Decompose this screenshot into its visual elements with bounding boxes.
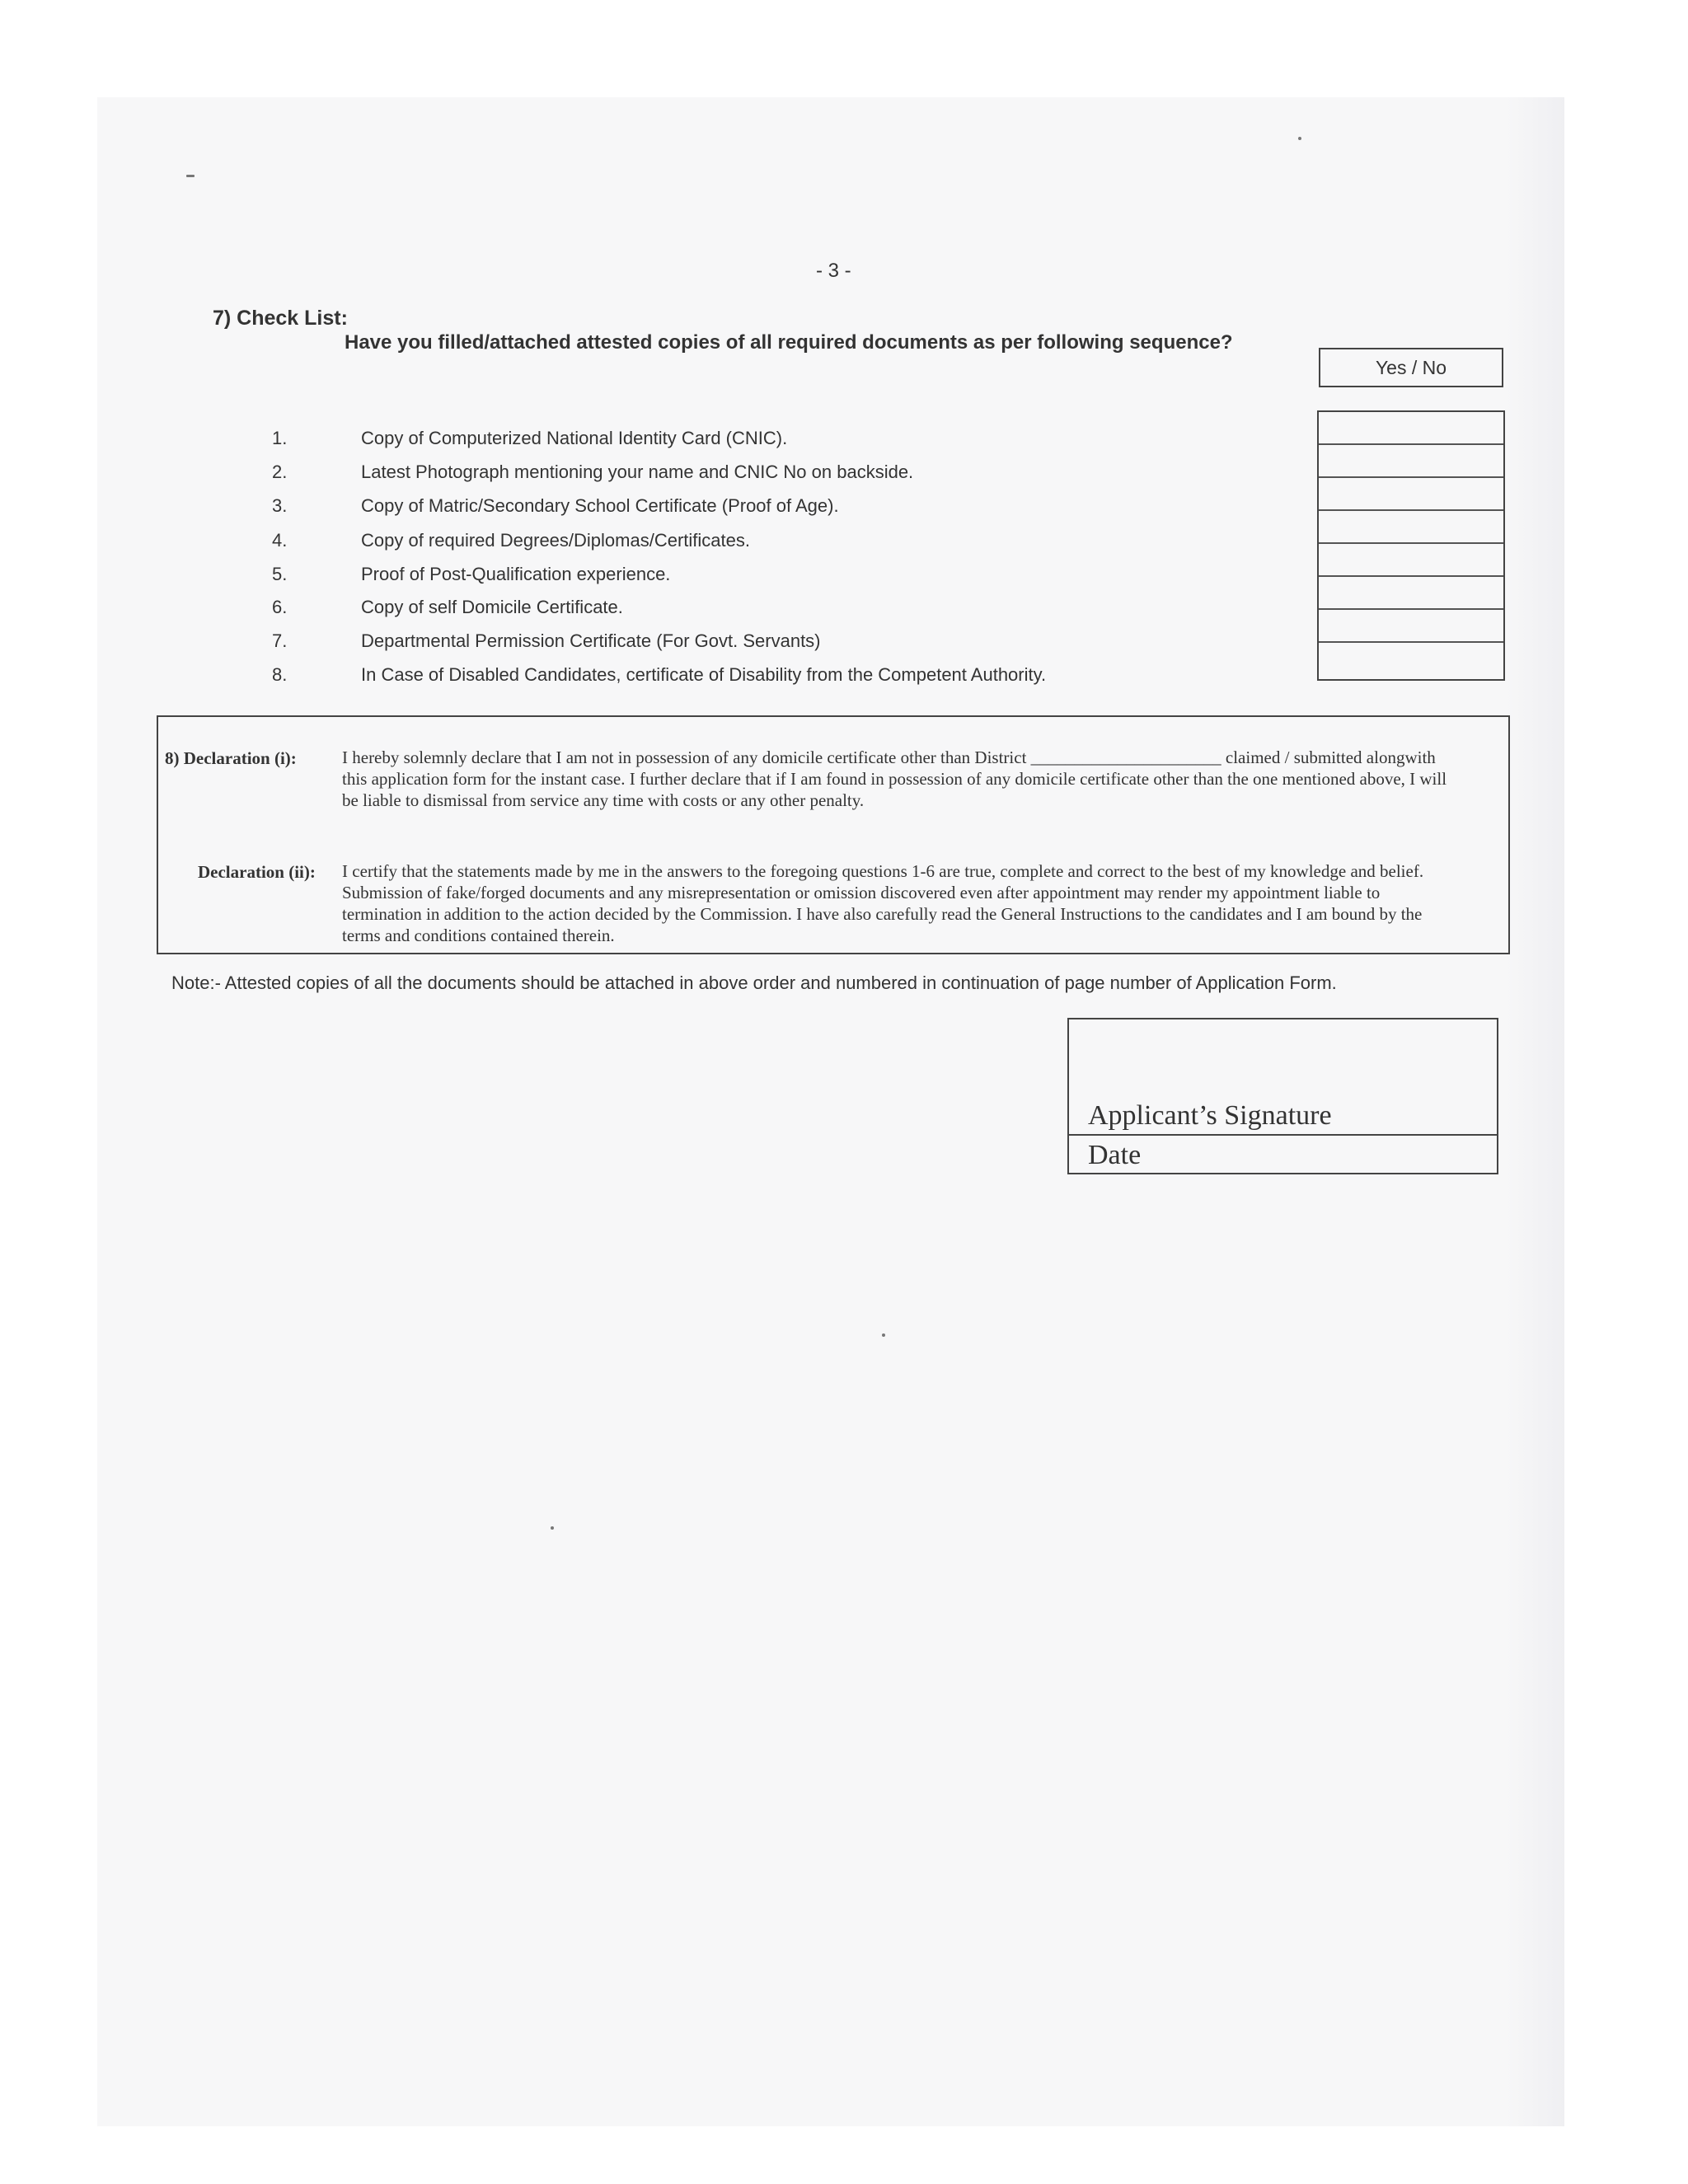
answer-box-7[interactable]	[1319, 610, 1503, 643]
answer-box-3[interactable]	[1319, 478, 1503, 511]
answer-box-1[interactable]	[1319, 412, 1503, 445]
checklist-title: 7) Check List:	[213, 307, 348, 330]
checklist-item-text: Departmental Permission Certificate (For Govt. Servants)	[361, 630, 821, 651]
checklist-item-text: Copy of required Degrees/Diplomas/Certificates.	[361, 530, 750, 551]
checklist-item-number: 8.	[272, 664, 288, 685]
checklist-item-number: 1.	[272, 428, 288, 448]
scan-speck	[882, 1333, 885, 1337]
checklist-item-number: 2.	[272, 462, 288, 482]
checklist-item-number: 6.	[272, 597, 288, 617]
answer-box-6[interactable]	[1319, 577, 1503, 610]
declaration-ii-text: I certify that the statements made by me in the answers to the foregoing questions 1-6 are true, complete and correct to the best of my knowledge and belief. Submission of fake/forged documents and any misrepresentation or omission discovered even after appointment may render my appointment liable to termination in addition to the action decided by the Commission. I have also carefully read the General Instructions to the candidates and I am bound by the terms and conditions contained therein.	[342, 861, 1424, 945]
answer-box-8[interactable]	[1319, 643, 1503, 676]
checklist-item-number: 7.	[272, 630, 288, 651]
date-label: Date	[1088, 1140, 1142, 1170]
checklist-question: Have you filled/attached attested copies of all required documents as per following sequence?	[345, 331, 1233, 354]
applicant-signature-label: Applicant’s Signature	[1088, 1100, 1332, 1131]
checklist-item-text: Copy of Computerized National Identity Card (CNIC).	[361, 428, 788, 448]
answer-box-2[interactable]	[1319, 445, 1503, 478]
declaration-i-text: I hereby solemnly declare that I am not in possession of any domicile certificate other than District ______________________ claimed / submitted alongwith this application form for the instant case. I further declare that if I am found in possession of any domicile certificate other than the one mentioned above, I will be liable to dismissal from service any time with costs or any other penalty.	[342, 748, 1447, 810]
signature-line	[1067, 1134, 1498, 1136]
declaration-i-label: 8) Declaration (i):	[165, 748, 297, 768]
checklist-item-text: Copy of Matric/Secondary School Certificate (Proof of Age).	[361, 495, 839, 516]
scan-speck	[186, 175, 195, 177]
checklist-item-number: 3.	[272, 495, 288, 516]
checklist-answer-column	[1317, 410, 1505, 681]
checklist-item-number: 5.	[272, 564, 288, 584]
scan-speck	[1298, 137, 1301, 140]
answer-box-5[interactable]	[1319, 544, 1503, 577]
checklist-item-text: Copy of self Domicile Certificate.	[361, 597, 623, 617]
declaration-ii-label: Declaration (ii):	[198, 862, 316, 882]
attachment-note: Note:- Attested copies of all the documents should be attached in above order and numbered in continuation of page number of Application Form.	[171, 972, 1337, 993]
page-shadow	[1507, 97, 1564, 2126]
page-number: - 3 -	[816, 260, 851, 282]
checklist-item-text: In Case of Disabled Candidates, certificate of Disability from the Competent Authority.	[361, 664, 1047, 685]
answer-box-4[interactable]	[1319, 511, 1503, 544]
yes-no-header: Yes / No	[1319, 348, 1503, 387]
scan-speck	[551, 1526, 554, 1530]
checklist-item-text: Latest Photograph mentioning your name and CNIC No on backside.	[361, 462, 914, 482]
checklist-item-text: Proof of Post-Qualification experience.	[361, 564, 671, 584]
checklist-item-number: 4.	[272, 530, 288, 551]
